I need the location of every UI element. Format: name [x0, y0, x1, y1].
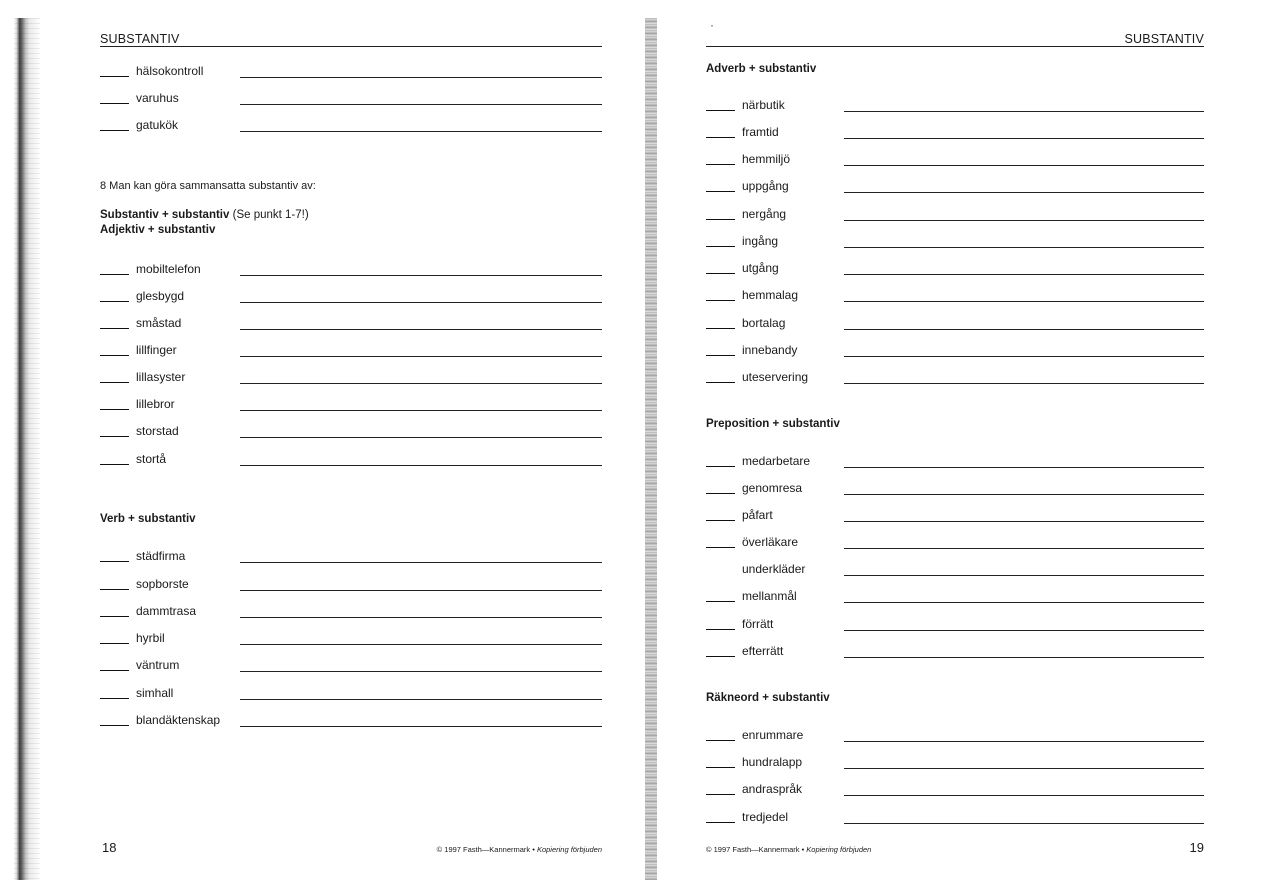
answer-blank-short[interactable]: [100, 643, 129, 644]
word-row: [706, 644, 1204, 664]
compound-word: utgång: [742, 261, 779, 275]
answer-line[interactable]: [844, 575, 1204, 576]
page-number: 19: [1189, 840, 1204, 855]
compound-word: simhall: [136, 686, 174, 700]
header-rule: [706, 46, 1204, 47]
word-row: [706, 125, 1204, 145]
answer-blank-short[interactable]: [706, 300, 735, 301]
word-row: [100, 658, 602, 678]
answer-line[interactable]: [844, 138, 1204, 139]
heading-adverb-substantiv: Adverb + substantiv: [706, 63, 817, 75]
answer-blank-short[interactable]: [100, 103, 129, 104]
heading-preposition-substantiv: Preposition + substantiv: [706, 418, 840, 430]
compound-word: dammtrasa: [136, 604, 197, 618]
word-row: [100, 713, 602, 733]
answer-blank-short[interactable]: [706, 629, 735, 630]
answer-blank-short[interactable]: [706, 355, 735, 356]
answer-blank-short[interactable]: [706, 794, 735, 795]
answer-line[interactable]: [844, 657, 1204, 658]
compound-word: genomresa: [742, 481, 803, 495]
answer-blank-short[interactable]: [100, 130, 129, 131]
left-page: [100, 0, 602, 894]
word-row: [100, 424, 602, 444]
word-row: [706, 207, 1204, 227]
compound-word: varuhus: [136, 91, 179, 105]
answer-line[interactable]: [240, 644, 602, 645]
answer-line[interactable]: [844, 521, 1204, 522]
heading-substantiv-substantiv: [100, 209, 309, 221]
word-row: [100, 91, 602, 111]
answer-blank-short[interactable]: [706, 822, 735, 823]
answer-blank-short[interactable]: [100, 436, 129, 437]
answer-line[interactable]: [240, 383, 602, 384]
compound-word: uppgång: [742, 179, 789, 193]
page-number: 18: [102, 840, 117, 855]
answer-line[interactable]: [844, 602, 1204, 603]
word-row: [706, 728, 1204, 748]
compound-word: efterrätt: [742, 644, 784, 658]
answer-line[interactable]: [844, 247, 1204, 248]
compound-word: lillebror: [136, 397, 175, 411]
word-row: [706, 179, 1204, 199]
word-row: [706, 481, 1204, 501]
word-row: [100, 631, 602, 651]
word-row: [706, 617, 1204, 637]
compound-word: påfart: [742, 508, 773, 522]
answer-blank-short[interactable]: [100, 698, 129, 699]
answer-line[interactable]: [844, 301, 1204, 302]
page-header-title: SUBSTANTIV: [100, 32, 180, 46]
answer-line[interactable]: [844, 630, 1204, 631]
answer-blank-short[interactable]: [706, 164, 735, 165]
scan-edge-shadow: [14, 18, 40, 880]
compound-word: småstad: [136, 316, 182, 330]
compound-word: medarbetare: [742, 454, 811, 468]
answer-blank-short[interactable]: [706, 520, 735, 521]
answer-line[interactable]: [240, 104, 602, 105]
heading-rakneord-substantiv: Räkneord + substantiv: [706, 692, 830, 704]
word-row: [706, 234, 1204, 254]
compound-word: hemmiljö: [742, 152, 791, 166]
answer-blank-short[interactable]: [100, 725, 129, 726]
compound-word: innebandy: [742, 343, 798, 357]
answer-blank-short[interactable]: [706, 110, 735, 111]
answer-line[interactable]: [240, 437, 602, 438]
answer-line[interactable]: [240, 699, 602, 700]
word-row: [100, 397, 602, 417]
word-row: [100, 316, 602, 336]
answer-line[interactable]: [844, 548, 1204, 549]
compound-word: framtid: [742, 125, 779, 139]
answer-blank-short[interactable]: [100, 670, 129, 671]
answer-blank-short[interactable]: [100, 301, 129, 302]
answer-blank-short[interactable]: [100, 355, 129, 356]
answer-blank-short[interactable]: [100, 464, 129, 465]
answer-line[interactable]: [240, 590, 602, 591]
heading-text: Substantiv + substantiv: [100, 209, 230, 221]
compound-word: sopborste: [136, 577, 189, 591]
compound-word: mellanmål: [742, 589, 797, 603]
heading-adjektiv-substantiv: Adjektiv + substantiv: [100, 224, 216, 236]
copyright-italic: Kopiering förbjuden: [536, 845, 602, 854]
answer-line[interactable]: [240, 410, 602, 411]
answer-blank-short[interactable]: [706, 137, 735, 138]
compound-word: närbutik: [742, 98, 785, 112]
compound-word: enrummare: [742, 728, 804, 742]
answer-blank-short[interactable]: [706, 493, 735, 494]
compound-word: hyrbil: [136, 631, 165, 645]
answer-line[interactable]: [844, 768, 1204, 769]
answer-blank-short[interactable]: [706, 219, 735, 220]
answer-line[interactable]: [844, 383, 1204, 384]
compound-word: mobiltelefon: [136, 262, 201, 276]
answer-blank-short[interactable]: [706, 656, 735, 657]
answer-line[interactable]: [844, 467, 1204, 468]
copyright-notice: [706, 845, 871, 854]
compound-word: överläkare: [742, 535, 799, 549]
compound-word: hundralapp: [742, 755, 803, 769]
answer-line[interactable]: [844, 165, 1204, 166]
copyright-text: © 1997 Fasth—Kannermark •: [436, 845, 537, 854]
heading-verb-substantiv: Verb + substantiv: [100, 513, 196, 525]
compound-word: bortalag: [742, 316, 786, 330]
answer-blank-short[interactable]: [706, 740, 735, 741]
answer-blank-short[interactable]: [706, 328, 735, 329]
word-row: [100, 549, 602, 569]
answer-line[interactable]: [844, 111, 1204, 112]
word-row: [706, 562, 1204, 582]
word-row: [706, 782, 1204, 802]
word-row: [706, 535, 1204, 555]
word-row: [100, 118, 602, 138]
word-row: [706, 261, 1204, 281]
answer-line[interactable]: [844, 329, 1204, 330]
compound-word: lillfinger: [136, 343, 177, 357]
answer-line[interactable]: [844, 220, 1204, 221]
answer-blank-short[interactable]: [100, 561, 129, 562]
answer-line[interactable]: [240, 617, 602, 618]
answer-line[interactable]: [844, 795, 1204, 796]
answer-blank-short[interactable]: [100, 274, 129, 275]
answer-blank-short[interactable]: [100, 589, 129, 590]
word-row: [100, 64, 602, 84]
copyright-text: © 1997 Fasth—Kannermark •: [706, 845, 807, 854]
answer-blank-short[interactable]: [706, 273, 735, 274]
compound-word: uteservering: [742, 370, 809, 384]
compound-word: ingång: [742, 234, 779, 248]
compound-word: lillasyster: [136, 370, 186, 384]
compound-word: tredjedel: [742, 810, 789, 824]
compound-word: städfirma: [136, 549, 186, 563]
answer-line[interactable]: [240, 465, 602, 466]
word-row: [706, 454, 1204, 474]
copyright-notice: [437, 845, 602, 854]
compound-word: storstad: [136, 424, 179, 438]
answer-blank-short[interactable]: [100, 328, 129, 329]
word-row: [100, 343, 602, 363]
answer-line[interactable]: [240, 726, 602, 727]
answer-blank-short[interactable]: [100, 382, 129, 383]
answer-line[interactable]: [240, 329, 602, 330]
word-row: [100, 370, 602, 390]
right-page: [706, 0, 1204, 894]
answer-line[interactable]: [240, 671, 602, 672]
compound-word: gatukök: [136, 118, 179, 132]
answer-blank-short[interactable]: [706, 191, 735, 192]
word-row: [706, 316, 1204, 336]
header-rule: [100, 46, 602, 47]
compound-word: underkläder: [742, 562, 806, 576]
word-row: [706, 810, 1204, 830]
scan-mark: ·: [710, 18, 714, 32]
compound-word: andraspråk: [742, 782, 803, 796]
word-row: [706, 343, 1204, 363]
exercise-instruction: 8 Man kan göra sammansatta substantiv av:: [100, 180, 316, 192]
compound-word: stortå: [136, 452, 167, 466]
word-row: [706, 152, 1204, 172]
word-row: [100, 289, 602, 309]
answer-blank-short[interactable]: [100, 76, 129, 77]
word-row: [706, 755, 1204, 775]
word-row: [706, 98, 1204, 118]
compound-word: nergång: [742, 207, 787, 221]
answer-line[interactable]: [844, 192, 1204, 193]
answer-blank-short[interactable]: [706, 382, 735, 383]
answer-blank-short[interactable]: [706, 466, 735, 467]
compound-word: hemmalag: [742, 288, 799, 302]
answer-blank-short[interactable]: [706, 767, 735, 768]
answer-line[interactable]: [844, 356, 1204, 357]
answer-blank-short[interactable]: [706, 601, 735, 602]
compound-word: hälsokontroll: [136, 64, 204, 78]
answer-line[interactable]: [240, 562, 602, 563]
answer-blank-short[interactable]: [100, 409, 129, 410]
answer-line[interactable]: [844, 494, 1204, 495]
word-row: [100, 686, 602, 706]
answer-line[interactable]: [844, 823, 1204, 824]
word-row: [706, 288, 1204, 308]
answer-line[interactable]: [240, 77, 602, 78]
compound-word: förrätt: [742, 617, 774, 631]
book-spine: [645, 18, 657, 880]
word-row: [100, 577, 602, 597]
word-row: [100, 262, 602, 282]
word-row: [100, 604, 602, 624]
answer-line[interactable]: [844, 741, 1204, 742]
answer-line[interactable]: [844, 274, 1204, 275]
compound-word: väntrum: [136, 658, 180, 672]
word-row: [706, 508, 1204, 528]
answer-line[interactable]: [240, 275, 602, 276]
answer-line[interactable]: [240, 356, 602, 357]
heading-note: (Se punkt 1-7!): [232, 209, 309, 221]
word-row: [706, 589, 1204, 609]
word-row: [706, 370, 1204, 390]
compound-word: glesbygd: [136, 289, 185, 303]
answer-blank-short[interactable]: [706, 246, 735, 247]
answer-blank-short[interactable]: [100, 616, 129, 617]
page-header-title: SUBSTANTIV: [1124, 32, 1204, 46]
answer-line[interactable]: [240, 302, 602, 303]
answer-line[interactable]: [240, 131, 602, 132]
copyright-italic: Kopiering förbjuden: [806, 845, 872, 854]
answer-blank-short[interactable]: [706, 547, 735, 548]
compound-word: blandäktenskap: [136, 713, 221, 727]
word-row: [100, 452, 602, 472]
